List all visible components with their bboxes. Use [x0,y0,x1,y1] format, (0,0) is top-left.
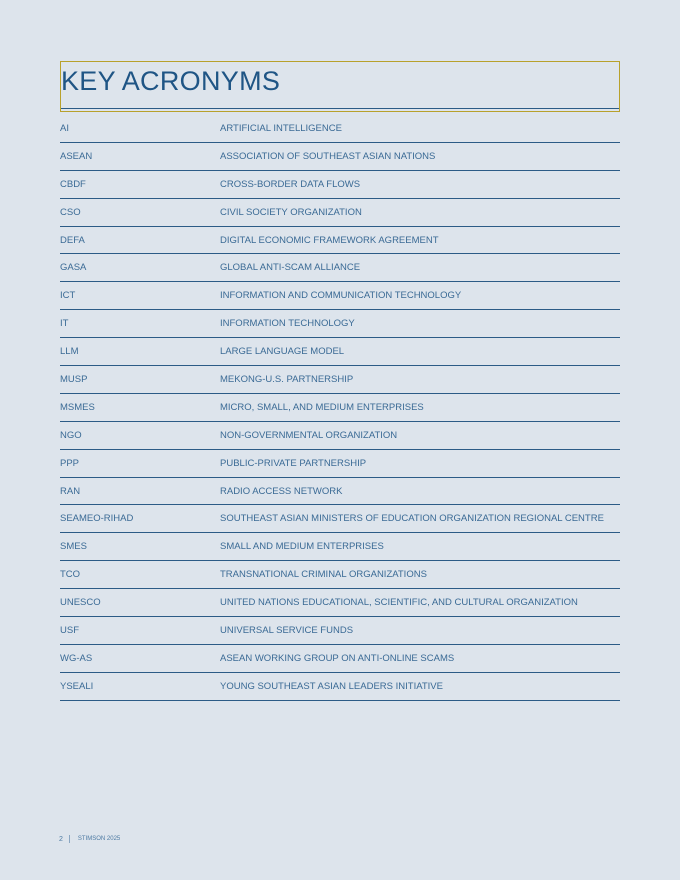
acronym-row [60,478,620,506]
acronym-row [60,338,620,366]
page-footer [59,835,120,843]
acronym-meaning: SOUTHEAST ASIAN MINISTERS OF EDUCATION ORGANIZATION REGIONAL CENTRE [220,513,604,525]
acronym-meaning: ASEAN WORKING GROUP ON ANTI-ONLINE SCAMS [220,652,455,664]
acronym-row [60,617,620,645]
acronym-meaning: INFORMATION AND COMMUNICATION TECHNOLOGY [220,290,462,302]
acronym-row [60,171,620,199]
acronym-abbreviation: PPP [60,457,80,469]
acronym-meaning: ASSOCIATION OF SOUTHEAST ASIAN NATIONS [220,150,436,162]
acronym-row [60,115,620,143]
acronym-abbreviation: UNESCO [60,597,101,609]
acronym-abbreviation: CSO [60,206,81,218]
acronym-meaning: YOUNG SOUTHEAST ASIAN LEADERS INITIATIVE [220,680,443,692]
title-box [60,61,620,112]
acronym-abbreviation: YSEALI [60,680,94,692]
acronym-abbreviation: AI [60,123,69,134]
acronym-meaning: UNITED NATIONS EDUCATIONAL, SCIENTIFIC, AND CULTURAL ORGANIZATION [220,597,578,609]
acronym-abbreviation: TCO [60,569,81,581]
acronym-row [60,673,620,701]
acronym-list [60,115,620,701]
acronym-meaning: DIGITAL ECONOMIC FRAMEWORK AGREEMENT [220,234,439,246]
acronym-abbreviation: LLM [60,346,79,358]
page-number: 2 [59,835,63,843]
acronym-row [60,254,620,282]
acronym-abbreviation: GASA [60,262,87,274]
acronym-meaning: PUBLIC-PRIVATE PARTNERSHIP [220,457,367,469]
acronym-abbreviation: CBDF [60,178,86,190]
acronym-meaning: MICRO, SMALL, AND MEDIUM ENTERPRISES [220,401,424,413]
acronym-row [60,227,620,255]
acronym-row [60,143,620,171]
acronym-meaning: LARGE LANGUAGE MODEL [220,346,345,358]
title-divider [61,108,619,109]
acronym-meaning: CIVIL SOCIETY ORGANIZATION [220,206,362,218]
acronym-abbreviation: SMES [60,541,87,553]
acronym-abbreviation: SEAMEO-RIHAD [60,513,134,525]
footer-separator [69,835,70,843]
acronym-meaning: MEKONG-U.S. PARTNERSHIP [220,374,354,386]
acronym-row [60,505,620,533]
acronym-meaning: UNIVERSAL SERVICE FUNDS [220,625,354,637]
acronym-meaning: TRANSNATIONAL CRIMINAL ORGANIZATIONS [220,569,427,581]
acronym-row [60,394,620,422]
acronym-row [60,561,620,589]
acronym-abbreviation: ICT [60,290,76,302]
acronym-abbreviation: USF [60,625,79,637]
footer-publisher: STIMSON 2025 [77,836,121,842]
acronym-meaning: RADIO ACCESS NETWORK [220,485,343,497]
acronym-row [60,199,620,227]
acronym-abbreviation: MUSP [60,374,88,386]
acronym-meaning: INFORMATION TECHNOLOGY [220,318,355,330]
acronym-row [60,422,620,450]
acronym-meaning: SMALL AND MEDIUM ENTERPRISES [220,541,384,553]
acronym-meaning: NON-GOVERNMENTAL ORGANIZATION [220,429,398,441]
acronym-row [60,533,620,561]
acronym-meaning: GLOBAL ANTI-SCAM ALLIANCE [220,262,361,274]
acronym-row [60,589,620,617]
acronym-meaning: CROSS-BORDER DATA FLOWS [220,178,361,190]
acronym-abbreviation: MSMES [60,401,95,413]
acronym-abbreviation: NGO [60,429,82,441]
page-title: KEY ACRONYMS [61,66,281,96]
acronym-abbreviation: RAN [60,485,81,497]
acronym-abbreviation: WG-AS [60,652,93,664]
acronym-row [60,645,620,673]
acronym-abbreviation: DEFA [60,234,85,246]
acronym-abbreviation: IT [60,318,69,330]
acronym-abbreviation: ASEAN [60,150,93,162]
acronym-row [60,310,620,338]
acronym-row [60,450,620,478]
acronym-row [60,366,620,394]
acronym-meaning: ARTIFICIAL INTELLIGENCE [220,123,342,134]
acronym-row [60,282,620,310]
